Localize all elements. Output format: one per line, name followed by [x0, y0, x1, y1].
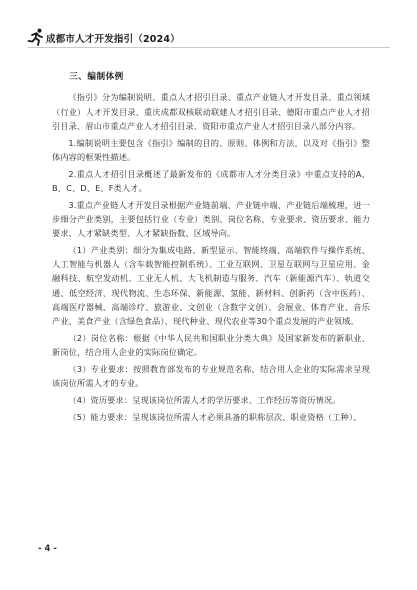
paragraph-position-name: （2）岗位名称：根据《中华人民共和国职业分类大典》及国家新发布的新职业、新岗位，结合用人企业的实际岗位确定。 — [52, 333, 370, 358]
paragraph-item-1: 1.编制说明主要包含《指引》编制的目的、原则、体例和方法，以及对《指引》整体内容的框架性描述。 — [52, 137, 370, 162]
paragraph-item-2: 2.重点人才招引目录概述了最新发布的《成都市人才分类目录》中重点支持的A、B、C、D、E、F类人才。 — [52, 168, 370, 193]
header-divider — [28, 47, 390, 48]
paragraph-industry-category: （1）产业类别：细分为集成电路、新型显示、智能终端、高端软件与操作系统、人工智能与机器人（含车载智能控制系统）、工业互联网、卫星互联网与卫星应用、金融科技、航空发动机、工业无人机、大飞机制造与服务、汽车（新能源汽车）、轨道交通、低空经济、现代物流、生态环保、新能源、氢能、新材料、创新药（含中医药）、高端医疗器械、高端诊疗、旅游业、文创业（含数字文创）、会展业、体育产业、音乐产业、美食产业（含绿色食品）、现代种业、现代农业等30个重点发展的产业领域。 — [52, 244, 370, 327]
section-heading: 三、编制体例 — [69, 72, 124, 82]
paragraph-ability-requirement: （5）能力要求：呈现该岗位所需人才必须具备的职称层次、职业资格（工种）、 — [68, 411, 362, 422]
paragraph-item-3: 3.重点产业链人才开发目录根据产业链前端、产业链中端、产业链后端梳理，进一步细分产业类别，主要包括行业（专业）类别、岗位名称、专业要求、资历要求、能力要求、人才紧缺类型、人才紧缺指数、区域导向。 — [52, 199, 370, 239]
paragraph-qualification-requirement: （4）资历要求：呈现该岗位所需人才的学历要求、工作经历等资历情况。 — [68, 394, 341, 405]
header-title: 成都市人才开发指引（2024） — [46, 34, 180, 45]
paragraph-major-requirement: （3）专业要求：按照教育部发布的专业规范名称，结合用人企业的实际需求呈现该岗位所需人才的专业。 — [52, 363, 370, 389]
paragraph-intro: 《指引》分为编制说明、重点人才招引目录、重点产业链人才开发目录、重点领域（行业）人才开发目录、重庆成都双核联动联建人才招引目录、德阳市重点产业人才招引目录、眉山市重点产业人才招引目录、资阳市重点产业人才招引目录八部分内容。 — [52, 92, 370, 131]
page-number: - 4 - — [38, 544, 57, 554]
page-header — [0, 26, 417, 48]
document-body — [52, 70, 370, 426]
runner-logo-icon — [27, 28, 45, 46]
